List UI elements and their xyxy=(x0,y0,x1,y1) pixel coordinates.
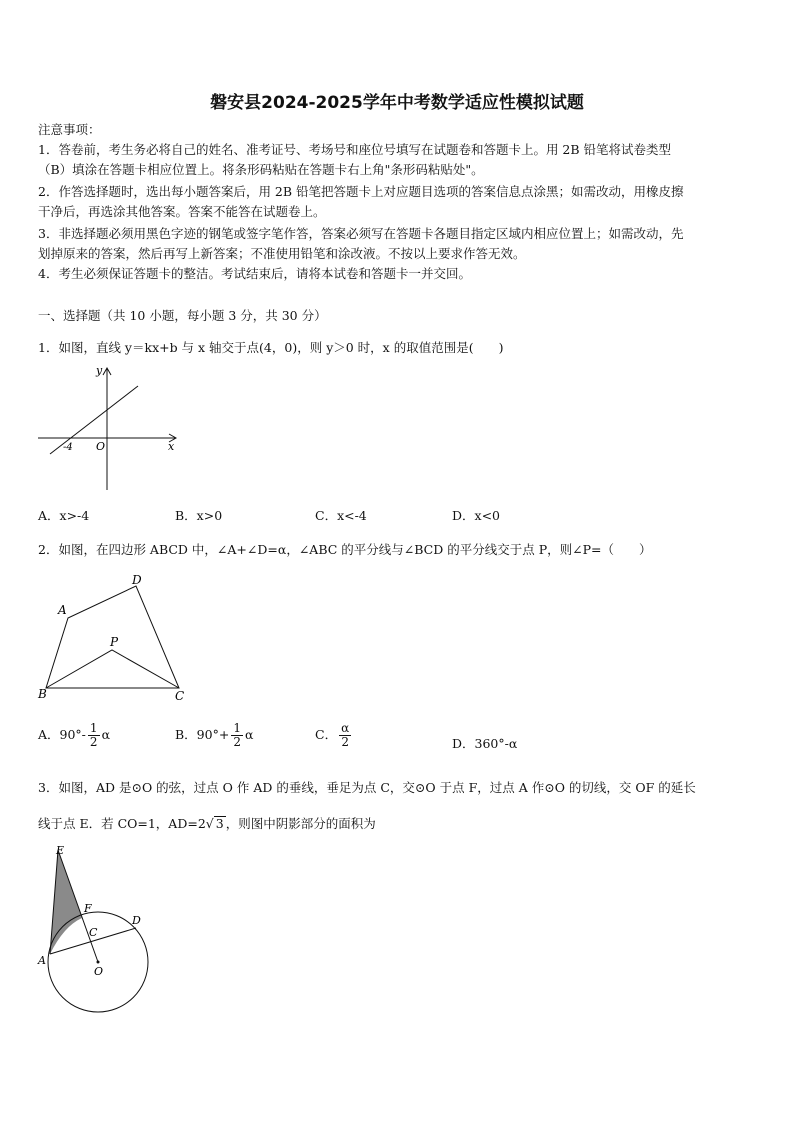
fraction-denominator: 2 xyxy=(233,735,241,749)
notice-line: 4．考生必须保证答题卡的整洁。考试结束后，请将本试卷和答题卡一并交回。 xyxy=(38,266,471,281)
question-1-figure xyxy=(34,360,184,495)
notice-line: 3．非选择题必须用黑色字迹的钢笔或签字笔作答，答案必须写在答题卡各题目指定区域内相应位置上；如需改动，先 xyxy=(38,226,684,241)
question-3-stem-line1: 3．如图，AD 是⊙O 的弦，过点 O 作 AD 的垂线，垂足为点 C，交⊙O 于点 F，过点 A 作⊙O 的切线，交 OF 的延长 xyxy=(38,780,696,795)
q1-option-b[interactable]: B．x>0 xyxy=(175,508,223,523)
fraction-numerator: α xyxy=(341,721,350,735)
q1-option-c[interactable]: C．x<-4 xyxy=(315,508,367,523)
fraction-numerator: 1 xyxy=(89,721,98,735)
vertex-a-label: A xyxy=(58,603,67,617)
fraction-denominator: 2 xyxy=(341,735,349,749)
q2-option-d[interactable]: D．360°-α xyxy=(452,736,518,751)
notice-line: （B）填涂在答题卡相应位置上。将条形码粘贴在答题卡右上角"条形码粘贴处"。 xyxy=(38,162,484,177)
y-axis-label: y xyxy=(96,364,103,377)
point-a-label: A xyxy=(38,954,46,967)
notice-line: 划掉原来的答案，然后再写上新答案；不准使用铅笔和涂改液。不按以上要求作答无效。 xyxy=(38,246,526,261)
sqrt-radicand: 3 xyxy=(215,816,224,831)
q2-option-b-suffix: α xyxy=(244,727,254,742)
q3-stem-text: ，则图中阴影部分的面积为 xyxy=(225,816,376,831)
notice-line: 1．答卷前，考生务必将自己的姓名、准考证号、考场号和座位号填写在试题卷和答题卡上。用 2B 铅笔将试卷类型 xyxy=(38,142,672,157)
intercept-label: -4 xyxy=(63,442,73,453)
question-2-stem: 2．如图，在四边形 ABCD 中，∠A+∠D=α，∠ABC 的平分线与∠BCD 的平分线交于点 P，则∠P=（ ） xyxy=(38,542,652,557)
fraction-numerator: 1 xyxy=(233,721,241,735)
q2-option-a[interactable] xyxy=(38,722,110,749)
vertex-c-label: C xyxy=(175,689,185,703)
q2-option-c-prefix: C． xyxy=(315,727,338,742)
question-3-figure xyxy=(34,842,164,1017)
fraction xyxy=(88,722,100,749)
q2-option-b[interactable] xyxy=(175,722,253,749)
point-f-label: F xyxy=(84,902,92,915)
question-3-stem-line2 xyxy=(38,814,758,834)
vertex-d-label: D xyxy=(132,573,142,587)
q1-option-d[interactable]: D．x<0 xyxy=(452,508,500,523)
question-2-figure xyxy=(34,570,194,705)
point-e-label: E xyxy=(56,844,65,857)
fraction xyxy=(339,722,351,749)
vertex-b-label: B xyxy=(38,687,47,701)
q2-option-a-prefix: A．90°- xyxy=(38,727,86,742)
center-o-label: O xyxy=(94,965,104,978)
point-d-label: D xyxy=(132,914,141,927)
notice-line: 2．作答选择题时，选出每小题答案后，用 2B 铅笔把答题卡上对应题目选项的答案信息点涂黑；如需改动，用橡皮擦 xyxy=(38,184,684,199)
question-1-stem: 1．如图，直线 y＝kx+b 与 x 轴交于点(4，0)，则 y＞0 时，x 的取值范围是( ) xyxy=(38,340,504,355)
sqrt-icon: √ xyxy=(205,816,214,831)
q2-option-a-suffix: α xyxy=(101,727,111,742)
notice-heading: 注意事项： xyxy=(38,122,101,137)
q2-option-c[interactable] xyxy=(315,722,353,749)
fraction-denominator: 2 xyxy=(89,735,98,749)
page-title: 磐安县2024-2025学年中考数学适应性模拟试题 xyxy=(210,93,584,113)
section-heading: 一、选择题（共 10 小题，每小题 3 分，共 30 分） xyxy=(38,308,327,323)
x-axis-label: x xyxy=(168,440,175,453)
point-p-label: P xyxy=(110,635,119,649)
q2-option-b-prefix: B．90°+ xyxy=(175,727,230,742)
q1-option-a[interactable]: A．x>-4 xyxy=(38,508,90,523)
origin-label: O xyxy=(96,440,106,453)
notice-line: 干净后，再选涂其他答案。答案不能答在试题卷上。 xyxy=(38,204,326,219)
q3-stem-text: 线于点 E．若 CO=1，AD=2 xyxy=(38,816,206,831)
fraction xyxy=(231,722,243,749)
point-c-label: C xyxy=(89,926,98,939)
